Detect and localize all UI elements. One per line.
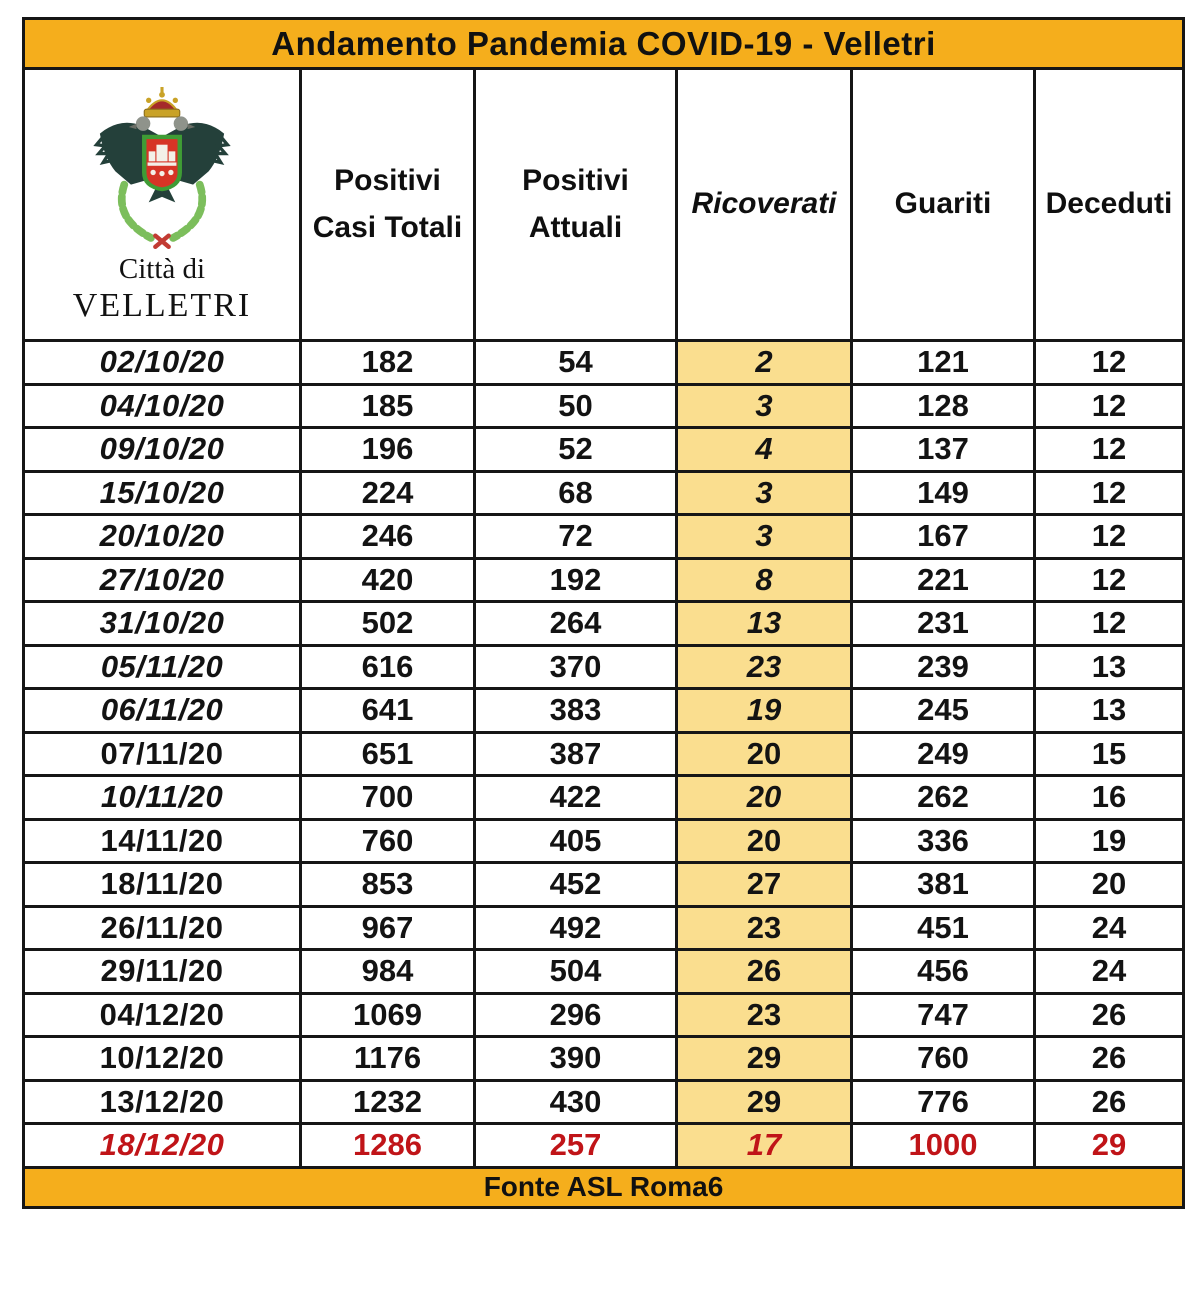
date-cell: 18/12/20 bbox=[24, 1124, 301, 1168]
attuali-cell: 390 bbox=[475, 1037, 677, 1081]
deceduti-cell: 12 bbox=[1035, 384, 1184, 428]
deceduti-cell: 26 bbox=[1035, 993, 1184, 1037]
guariti-cell: 221 bbox=[852, 558, 1035, 602]
ricoverati-cell: 29 bbox=[677, 1037, 852, 1081]
casi-totali-cell: 420 bbox=[301, 558, 475, 602]
ricoverati-cell: 23 bbox=[677, 645, 852, 689]
attuali-cell: 296 bbox=[475, 993, 677, 1037]
guariti-cell: 245 bbox=[852, 689, 1035, 733]
ricoverati-cell: 20 bbox=[677, 776, 852, 820]
ricoverati-cell: 20 bbox=[677, 819, 852, 863]
ricoverati-cell: 29 bbox=[677, 1080, 852, 1124]
attuali-cell: 405 bbox=[475, 819, 677, 863]
guariti-cell: 747 bbox=[852, 993, 1035, 1037]
casi-totali-cell: 651 bbox=[301, 732, 475, 776]
casi-totali-cell: 224 bbox=[301, 471, 475, 515]
attuali-cell: 383 bbox=[475, 689, 677, 733]
date-cell: 02/10/20 bbox=[24, 341, 301, 385]
attuali-cell: 192 bbox=[475, 558, 677, 602]
deceduti-cell: 20 bbox=[1035, 863, 1184, 907]
casi-totali-cell: 502 bbox=[301, 602, 475, 646]
logo-cell bbox=[24, 69, 301, 341]
covid-data-table bbox=[22, 17, 1185, 1209]
table-row bbox=[24, 1080, 1184, 1124]
attuali-cell: 452 bbox=[475, 863, 677, 907]
ricoverati-cell: 23 bbox=[677, 993, 852, 1037]
attuali-cell: 257 bbox=[475, 1124, 677, 1168]
date-cell: 13/12/20 bbox=[24, 1080, 301, 1124]
ricoverati-cell: 20 bbox=[677, 732, 852, 776]
table-row bbox=[24, 471, 1184, 515]
table-row bbox=[24, 341, 1184, 385]
attuali-cell: 387 bbox=[475, 732, 677, 776]
date-cell: 14/11/20 bbox=[24, 819, 301, 863]
table-row bbox=[24, 863, 1184, 907]
casi-totali-cell: 760 bbox=[301, 819, 475, 863]
casi-totali-cell: 1286 bbox=[301, 1124, 475, 1168]
deceduti-cell: 29 bbox=[1035, 1124, 1184, 1168]
ricoverati-cell: 27 bbox=[677, 863, 852, 907]
date-cell: 18/11/20 bbox=[24, 863, 301, 907]
ricoverati-cell: 19 bbox=[677, 689, 852, 733]
guariti-cell: 451 bbox=[852, 906, 1035, 950]
table-row bbox=[24, 558, 1184, 602]
logo-city-text: Città di bbox=[118, 252, 206, 285]
ricoverati-cell: 23 bbox=[677, 906, 852, 950]
attuali-cell: 430 bbox=[475, 1080, 677, 1124]
table-row bbox=[24, 732, 1184, 776]
ricoverati-cell: 8 bbox=[677, 558, 852, 602]
col-header-deceduti: Deceduti bbox=[1035, 69, 1184, 341]
guariti-cell: 456 bbox=[852, 950, 1035, 994]
attuali-cell: 52 bbox=[475, 428, 677, 472]
table-row bbox=[24, 384, 1184, 428]
casi-totali-cell: 853 bbox=[301, 863, 475, 907]
attuali-cell: 68 bbox=[475, 471, 677, 515]
table-row bbox=[24, 1037, 1184, 1081]
date-cell: 06/11/20 bbox=[24, 689, 301, 733]
casi-totali-cell: 984 bbox=[301, 950, 475, 994]
casi-totali-cell: 1069 bbox=[301, 993, 475, 1037]
deceduti-cell: 15 bbox=[1035, 732, 1184, 776]
attuali-cell: 492 bbox=[475, 906, 677, 950]
deceduti-cell: 13 bbox=[1035, 645, 1184, 689]
ricoverati-cell: 3 bbox=[677, 471, 852, 515]
table-row bbox=[24, 515, 1184, 559]
deceduti-cell: 12 bbox=[1035, 428, 1184, 472]
table-row bbox=[24, 993, 1184, 1037]
logo-city-name: VELLETRI bbox=[72, 286, 252, 324]
guariti-cell: 231 bbox=[852, 602, 1035, 646]
source-note: Fonte ASL Roma6 bbox=[24, 1167, 1184, 1207]
guariti-cell: 128 bbox=[852, 384, 1035, 428]
ricoverati-cell: 3 bbox=[677, 515, 852, 559]
page-title: Andamento Pandemia COVID-19 - Velletri bbox=[24, 19, 1184, 69]
date-cell: 04/10/20 bbox=[24, 384, 301, 428]
footer-bar bbox=[24, 1167, 1184, 1207]
guariti-cell: 1000 bbox=[852, 1124, 1035, 1168]
deceduti-cell: 16 bbox=[1035, 776, 1184, 820]
deceduti-cell: 24 bbox=[1035, 950, 1184, 994]
table-row bbox=[24, 1124, 1184, 1168]
date-cell: 26/11/20 bbox=[24, 906, 301, 950]
guariti-cell: 776 bbox=[852, 1080, 1035, 1124]
ricoverati-cell: 13 bbox=[677, 602, 852, 646]
date-cell: 05/11/20 bbox=[24, 645, 301, 689]
col-header-ricoverati: Ricoverati bbox=[677, 69, 852, 341]
attuali-cell: 72 bbox=[475, 515, 677, 559]
date-cell: 15/10/20 bbox=[24, 471, 301, 515]
attuali-cell: 504 bbox=[475, 950, 677, 994]
table-row bbox=[24, 428, 1184, 472]
table-row bbox=[24, 689, 1184, 733]
casi-totali-cell: 641 bbox=[301, 689, 475, 733]
date-cell: 20/10/20 bbox=[24, 515, 301, 559]
guariti-cell: 137 bbox=[852, 428, 1035, 472]
deceduti-cell: 12 bbox=[1035, 471, 1184, 515]
ricoverati-cell: 4 bbox=[677, 428, 852, 472]
data-rows bbox=[24, 341, 1184, 1168]
guariti-cell: 249 bbox=[852, 732, 1035, 776]
casi-totali-cell: 185 bbox=[301, 384, 475, 428]
date-cell: 31/10/20 bbox=[24, 602, 301, 646]
casi-totali-cell: 700 bbox=[301, 776, 475, 820]
attuali-cell: 50 bbox=[475, 384, 677, 428]
deceduti-cell: 24 bbox=[1035, 906, 1184, 950]
guariti-cell: 167 bbox=[852, 515, 1035, 559]
col-header-guariti: Guariti bbox=[852, 69, 1035, 341]
table-row bbox=[24, 950, 1184, 994]
col-header-casi-totali: Positivi Casi Totali bbox=[301, 69, 475, 341]
date-cell: 09/10/20 bbox=[24, 428, 301, 472]
ricoverati-cell: 17 bbox=[677, 1124, 852, 1168]
deceduti-cell: 12 bbox=[1035, 515, 1184, 559]
casi-totali-cell: 246 bbox=[301, 515, 475, 559]
deceduti-cell: 26 bbox=[1035, 1080, 1184, 1124]
casi-totali-cell: 1232 bbox=[301, 1080, 475, 1124]
ricoverati-cell: 26 bbox=[677, 950, 852, 994]
guariti-cell: 239 bbox=[852, 645, 1035, 689]
ricoverati-cell: 2 bbox=[677, 341, 852, 385]
date-cell: 04/12/20 bbox=[24, 993, 301, 1037]
deceduti-cell: 26 bbox=[1035, 1037, 1184, 1081]
casi-totali-cell: 182 bbox=[301, 341, 475, 385]
attuali-cell: 264 bbox=[475, 602, 677, 646]
table-row bbox=[24, 602, 1184, 646]
attuali-cell: 422 bbox=[475, 776, 677, 820]
guariti-cell: 121 bbox=[852, 341, 1035, 385]
deceduti-cell: 19 bbox=[1035, 819, 1184, 863]
deceduti-cell: 12 bbox=[1035, 558, 1184, 602]
table-row bbox=[24, 776, 1184, 820]
table-row bbox=[24, 819, 1184, 863]
casi-totali-cell: 616 bbox=[301, 645, 475, 689]
casi-totali-cell: 1176 bbox=[301, 1037, 475, 1081]
velletri-coat-of-arms-icon bbox=[84, 87, 240, 249]
table-row bbox=[24, 906, 1184, 950]
deceduti-cell: 12 bbox=[1035, 341, 1184, 385]
guariti-cell: 760 bbox=[852, 1037, 1035, 1081]
guariti-cell: 262 bbox=[852, 776, 1035, 820]
ricoverati-cell: 3 bbox=[677, 384, 852, 428]
guariti-cell: 336 bbox=[852, 819, 1035, 863]
col-header-attuali: Positivi Attuali bbox=[475, 69, 677, 341]
attuali-cell: 370 bbox=[475, 645, 677, 689]
casi-totali-cell: 196 bbox=[301, 428, 475, 472]
date-cell: 07/11/20 bbox=[24, 732, 301, 776]
date-cell: 27/10/20 bbox=[24, 558, 301, 602]
deceduti-cell: 12 bbox=[1035, 602, 1184, 646]
guariti-cell: 381 bbox=[852, 863, 1035, 907]
guariti-cell: 149 bbox=[852, 471, 1035, 515]
title-bar bbox=[24, 19, 1184, 69]
city-logo bbox=[25, 85, 299, 325]
casi-totali-cell: 967 bbox=[301, 906, 475, 950]
date-cell: 10/11/20 bbox=[24, 776, 301, 820]
date-cell: 29/11/20 bbox=[24, 950, 301, 994]
deceduti-cell: 13 bbox=[1035, 689, 1184, 733]
date-cell: 10/12/20 bbox=[24, 1037, 301, 1081]
table-row bbox=[24, 645, 1184, 689]
header-row bbox=[24, 69, 1184, 341]
attuali-cell: 54 bbox=[475, 341, 677, 385]
